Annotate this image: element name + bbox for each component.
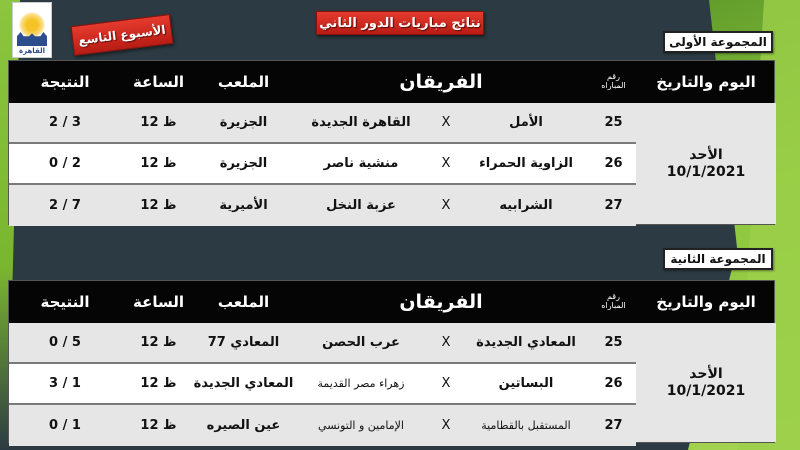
week-ribbon: الأسبوع التاسع: [71, 14, 174, 56]
match-date: [636, 323, 776, 442]
match-number: 25: [604, 335, 623, 350]
match-number: 27: [604, 198, 623, 213]
time: 12 ظ: [140, 335, 177, 350]
match-number: 26: [604, 376, 623, 391]
match-number: 27: [604, 418, 623, 433]
team-1: الأمل: [509, 115, 543, 130]
team-1: المستقبل بالقطامية: [481, 419, 571, 432]
vs-mark: X: [441, 115, 451, 130]
result: 0 / 5: [49, 335, 81, 350]
page-title: نتائج مباريات الدور الثاني: [316, 11, 484, 35]
col-time: الساعة: [132, 73, 184, 91]
match-number: 26: [604, 156, 623, 171]
team-2: القاهرة الجديدة: [311, 115, 411, 130]
vs-mark: X: [441, 198, 451, 213]
vs-mark: X: [441, 376, 451, 391]
match-day: الأحد: [689, 365, 723, 382]
col-match-number-line2: المباراه: [601, 301, 626, 310]
table-row: [9, 323, 636, 364]
stadium: المعادي 77: [207, 335, 280, 350]
col-match-number-line1: رقم: [606, 292, 620, 302]
result: 0 / 1: [49, 418, 81, 433]
group-1-label: المجموعة الأولى: [663, 31, 773, 53]
time: 12 ظ: [140, 115, 177, 130]
table-header: [9, 61, 774, 103]
match-number: 25: [604, 115, 623, 130]
table-row: [9, 103, 636, 144]
col-match-number-line2: المباراه: [601, 81, 626, 90]
team-2: الإمامين و التونسي: [318, 419, 404, 432]
team-2: منشية ناصر: [323, 156, 399, 171]
match-date-value: 10/1/2021: [666, 382, 746, 399]
team-1: المعادي الجديدة: [476, 335, 576, 350]
vs-mark: X: [441, 418, 451, 433]
vs-mark: X: [441, 335, 451, 350]
group-2-label: المجموعة الثانية: [663, 248, 773, 270]
team-2: زهراء مصر القديمة: [317, 377, 405, 390]
col-time: الساعة: [132, 293, 184, 311]
col-match-number: [591, 61, 636, 103]
match-date-value: 10/1/2021: [666, 163, 746, 180]
team-2: عزبة النخل: [326, 198, 396, 213]
team-1: الزاوية الحمراء: [479, 156, 573, 171]
table-header: [9, 281, 774, 323]
stadium: الأميرية: [219, 198, 268, 213]
result: 2 / 7: [49, 198, 81, 213]
col-stadium: الملعب: [217, 73, 270, 91]
time: 12 ظ: [140, 198, 177, 213]
team-1: الشرابيه: [499, 198, 553, 213]
team-2: عرب الحصن: [322, 335, 400, 350]
table-row: [9, 405, 636, 446]
match-day: الأحد: [689, 146, 723, 163]
group-1-table: [8, 60, 775, 225]
stadium: عين الصيره: [206, 418, 281, 433]
time: 12 ظ: [140, 156, 177, 171]
group-2-table: [8, 280, 775, 443]
cairo-logo: [12, 2, 52, 58]
stadium: الجزيرة: [219, 156, 268, 171]
time: 12 ظ: [140, 418, 177, 433]
col-result: النتيجة: [40, 73, 90, 91]
col-stadium: الملعب: [217, 293, 270, 311]
col-result: النتيجة: [40, 293, 90, 311]
col-match-number-line1: رقم: [606, 72, 620, 82]
result: 3 / 1: [49, 376, 81, 391]
col-date: اليوم والتاريخ: [656, 293, 756, 311]
mosque-icon: [17, 32, 47, 46]
col-teams: الفريقان: [399, 71, 483, 93]
col-teams: الفريقان: [399, 291, 483, 313]
result: 2 / 3: [49, 115, 81, 130]
stadium: الجزيرة: [219, 115, 268, 130]
logo-text: القاهرة: [18, 47, 46, 55]
col-date: اليوم والتاريخ: [656, 73, 756, 91]
table-row: [9, 144, 636, 185]
result: 0 / 2: [49, 156, 81, 171]
table-row: [9, 185, 636, 226]
vs-mark: X: [441, 156, 451, 171]
time: 12 ظ: [140, 376, 177, 391]
table-row: [9, 364, 636, 405]
stadium: المعادي الجديدة: [193, 376, 294, 391]
col-match-number: [591, 281, 636, 323]
team-1: البساتين: [498, 376, 554, 391]
match-date: [636, 103, 776, 224]
